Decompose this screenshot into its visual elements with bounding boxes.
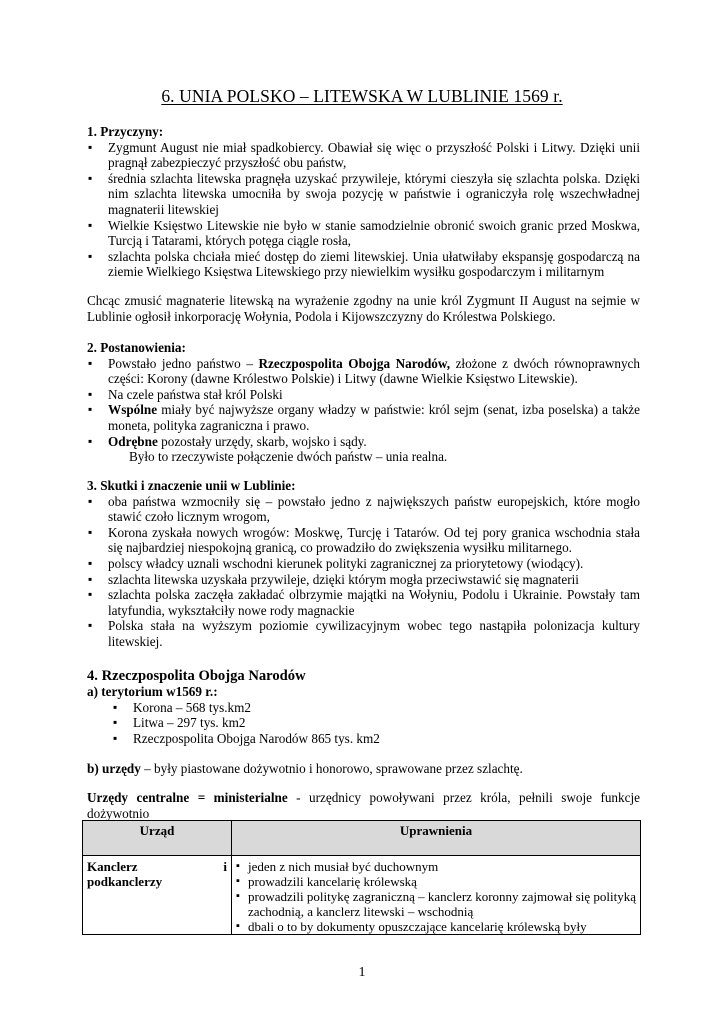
list-item: ▪ Litwa – 297 tys. km2 — [87, 715, 640, 731]
text: – były piastowane dożywotnio i honorowo, sprawowane przez szlachtę. — [140, 761, 523, 776]
list-item: ▪ Na czele państwa stał król Polski — [87, 387, 640, 403]
list-item: ▪ Korona zyskała nowych wrogów: Moskwę, Turcję i Tatarów. Od tej pory granica wschodnia stała się najbardziej niespokojną granicą, co prowadziło do zwiększenia wysiłku militarnego. — [87, 525, 640, 556]
powers-list — [236, 859, 636, 934]
section-commonwealth — [87, 668, 640, 746]
causes-list — [87, 140, 640, 280]
bold-text: Wspólne — [108, 402, 158, 418]
conclusion: Było to rzeczywiste połączenie dwóch państw – unia realna. — [129, 449, 448, 465]
offices-table — [82, 820, 641, 935]
section-heading: 2. Postanowienia: — [87, 340, 186, 355]
section-heading: 1. Przyczyny: — [87, 124, 164, 139]
section-heading: 3. Skutki i znaczenie unii w Lublinie: — [87, 478, 296, 493]
list-item: ▪ jeden z nich musiał być duchownym — [236, 859, 636, 874]
offices-intro — [87, 761, 640, 777]
office-name-line — [87, 859, 227, 874]
document-title: 6. UNIA POLSKO – LITEWSKA W LUBLINIE 1569 r. — [161, 86, 563, 106]
list-item: ▪ szlachta polska chciała mieć dostęp do ziemi litewskiej. Unia ułatwiłaby ekspansję gospodarczą na ziemie Wielkiego Księstwa Litewskiego przy niewielkim wysiłku gospodarczym i militarnym — [87, 249, 640, 280]
text: złożone z dwóch równoprawnych części: Korony (dawne Królestwo Polskie) i Litwy (dawne Wielkie Księstwo Litewskie). — [108, 355, 640, 387]
list-item: ▪ Wielkie Księstwo Litewskie nie było w stanie samodzielnie obronić swoich granic przed Moskwa, Turcją i Tatarami, których potęga ciągle rosła, — [87, 218, 640, 249]
paragraph: Chcąc zmusić magnaterie litewską na wyrażenie zgodny na unie król Zygmunt II August na sejmie w Lublinie ogłosił inkorporację Wołynia, Podola i Kijowszczyzny do Królestwa Polskiego. — [87, 293, 640, 324]
list-item: ▪ polscy władcy uznali wschodni kierunek polityki zagranicznej za priorytetowy (wiodący). — [87, 556, 640, 572]
text: - urzędnicy powoływani przez króla, pełnili swoje funkcje dożywotnio — [87, 790, 640, 821]
office-conjunction: i — [223, 859, 227, 874]
bold-text: Rzeczpospolita Obojga Narodów, — [258, 355, 450, 371]
section-effects — [87, 478, 640, 650]
list-item: ▪ średnia szlachta litewska pragnęła uzyskać przywileje, którymi cieszyła się szlachta polska. Dzięki nim szlachta litewska umocniła by swoja pozycję w państwie i ograniczyła rolę wszechwładnej magnaterii litewskiej — [87, 171, 640, 218]
text: miały być najwyższe organy władzy w państwie: król sejm (senat, izba poselska) a także moneta, polityka zagraniczna i prawo. — [108, 402, 640, 433]
paragraph — [87, 790, 640, 821]
powers-cell — [232, 856, 641, 935]
subheading-territory: a) terytorium w1569 r.: — [87, 684, 218, 699]
territory-list — [87, 700, 640, 747]
list-item: ▪ prowadzili kancelarię królewską — [236, 874, 636, 889]
list-item: ▪ dbali o to by dokumenty opuszczające kancelarię królewską były — [236, 919, 636, 934]
list-item: ▪ szlachta litewska uzyskała przywileje, dzięki którym mogła przeciwstawić się magnaterii — [87, 572, 640, 588]
table-row — [83, 856, 641, 935]
bold-text: Urzędy centralne = ministerialne — [87, 790, 288, 805]
section-heading: 4. Rzeczpospolita Obojga Narodów — [87, 668, 306, 684]
section-provisions — [87, 340, 640, 465]
office-name: Kanclerz — [87, 859, 138, 874]
list-item — [87, 356, 640, 387]
table-header-row — [83, 821, 641, 856]
office-cell — [83, 856, 232, 935]
section-causes — [87, 124, 640, 280]
column-header: Urząd — [83, 821, 232, 856]
text: Powstało jedno państwo – — [108, 355, 259, 371]
effects-list — [87, 494, 640, 650]
column-header: Uprawnienia — [232, 821, 641, 856]
list-item: ▪ oba państwa wzmocniły się – powstało jedno z największych państw europejskich, które mogło stawić czoło licznym wrogom, — [87, 494, 640, 525]
list-item: ▪ Zygmunt August nie miał spadkobiercy. Obawiał się więc o przyszłość Polski i Litwy. Dzięki unii pragnął zabezpieczyć przyszłość obu państw, — [87, 140, 640, 171]
list-item: ▪ Korona – 568 tys.km2 — [87, 700, 640, 716]
list-item: ▪ szlachta polska zaczęła zakładać olbrzymie majątki na Wołyniu, Podolu i Ukrainie. Powstały tam latyfundia, wykształciły nowe rody magnackie — [87, 587, 640, 618]
provisions-list — [87, 356, 640, 450]
list-item — [87, 434, 640, 450]
page-number: 1 — [358, 965, 366, 980]
bold-text: b) urzędy — [87, 761, 141, 776]
office-name: podkanclerzy — [87, 874, 163, 890]
list-item — [87, 402, 640, 433]
list-item: ▪ prowadzili politykę zagraniczną – kanclerz koronny zajmował się polityką zachodnią, a kanclerz litewski – wschodnią — [236, 889, 636, 919]
text: pozostały urzędy, skarb, wojsko i sądy. — [157, 433, 367, 449]
paragraph-incorporation — [87, 293, 640, 324]
central-offices-intro — [87, 790, 640, 821]
paragraph — [87, 761, 640, 777]
list-item: ▪ Rzeczpospolita Obojga Narodów 865 tys. km2 — [87, 731, 640, 747]
bold-text: Odrębne — [108, 433, 158, 449]
list-item: ▪ Polska stała na wyższym poziomie cywilizacyjnym wobec tego nastąpiła polonizacja kultury litewskiej. — [87, 618, 640, 649]
